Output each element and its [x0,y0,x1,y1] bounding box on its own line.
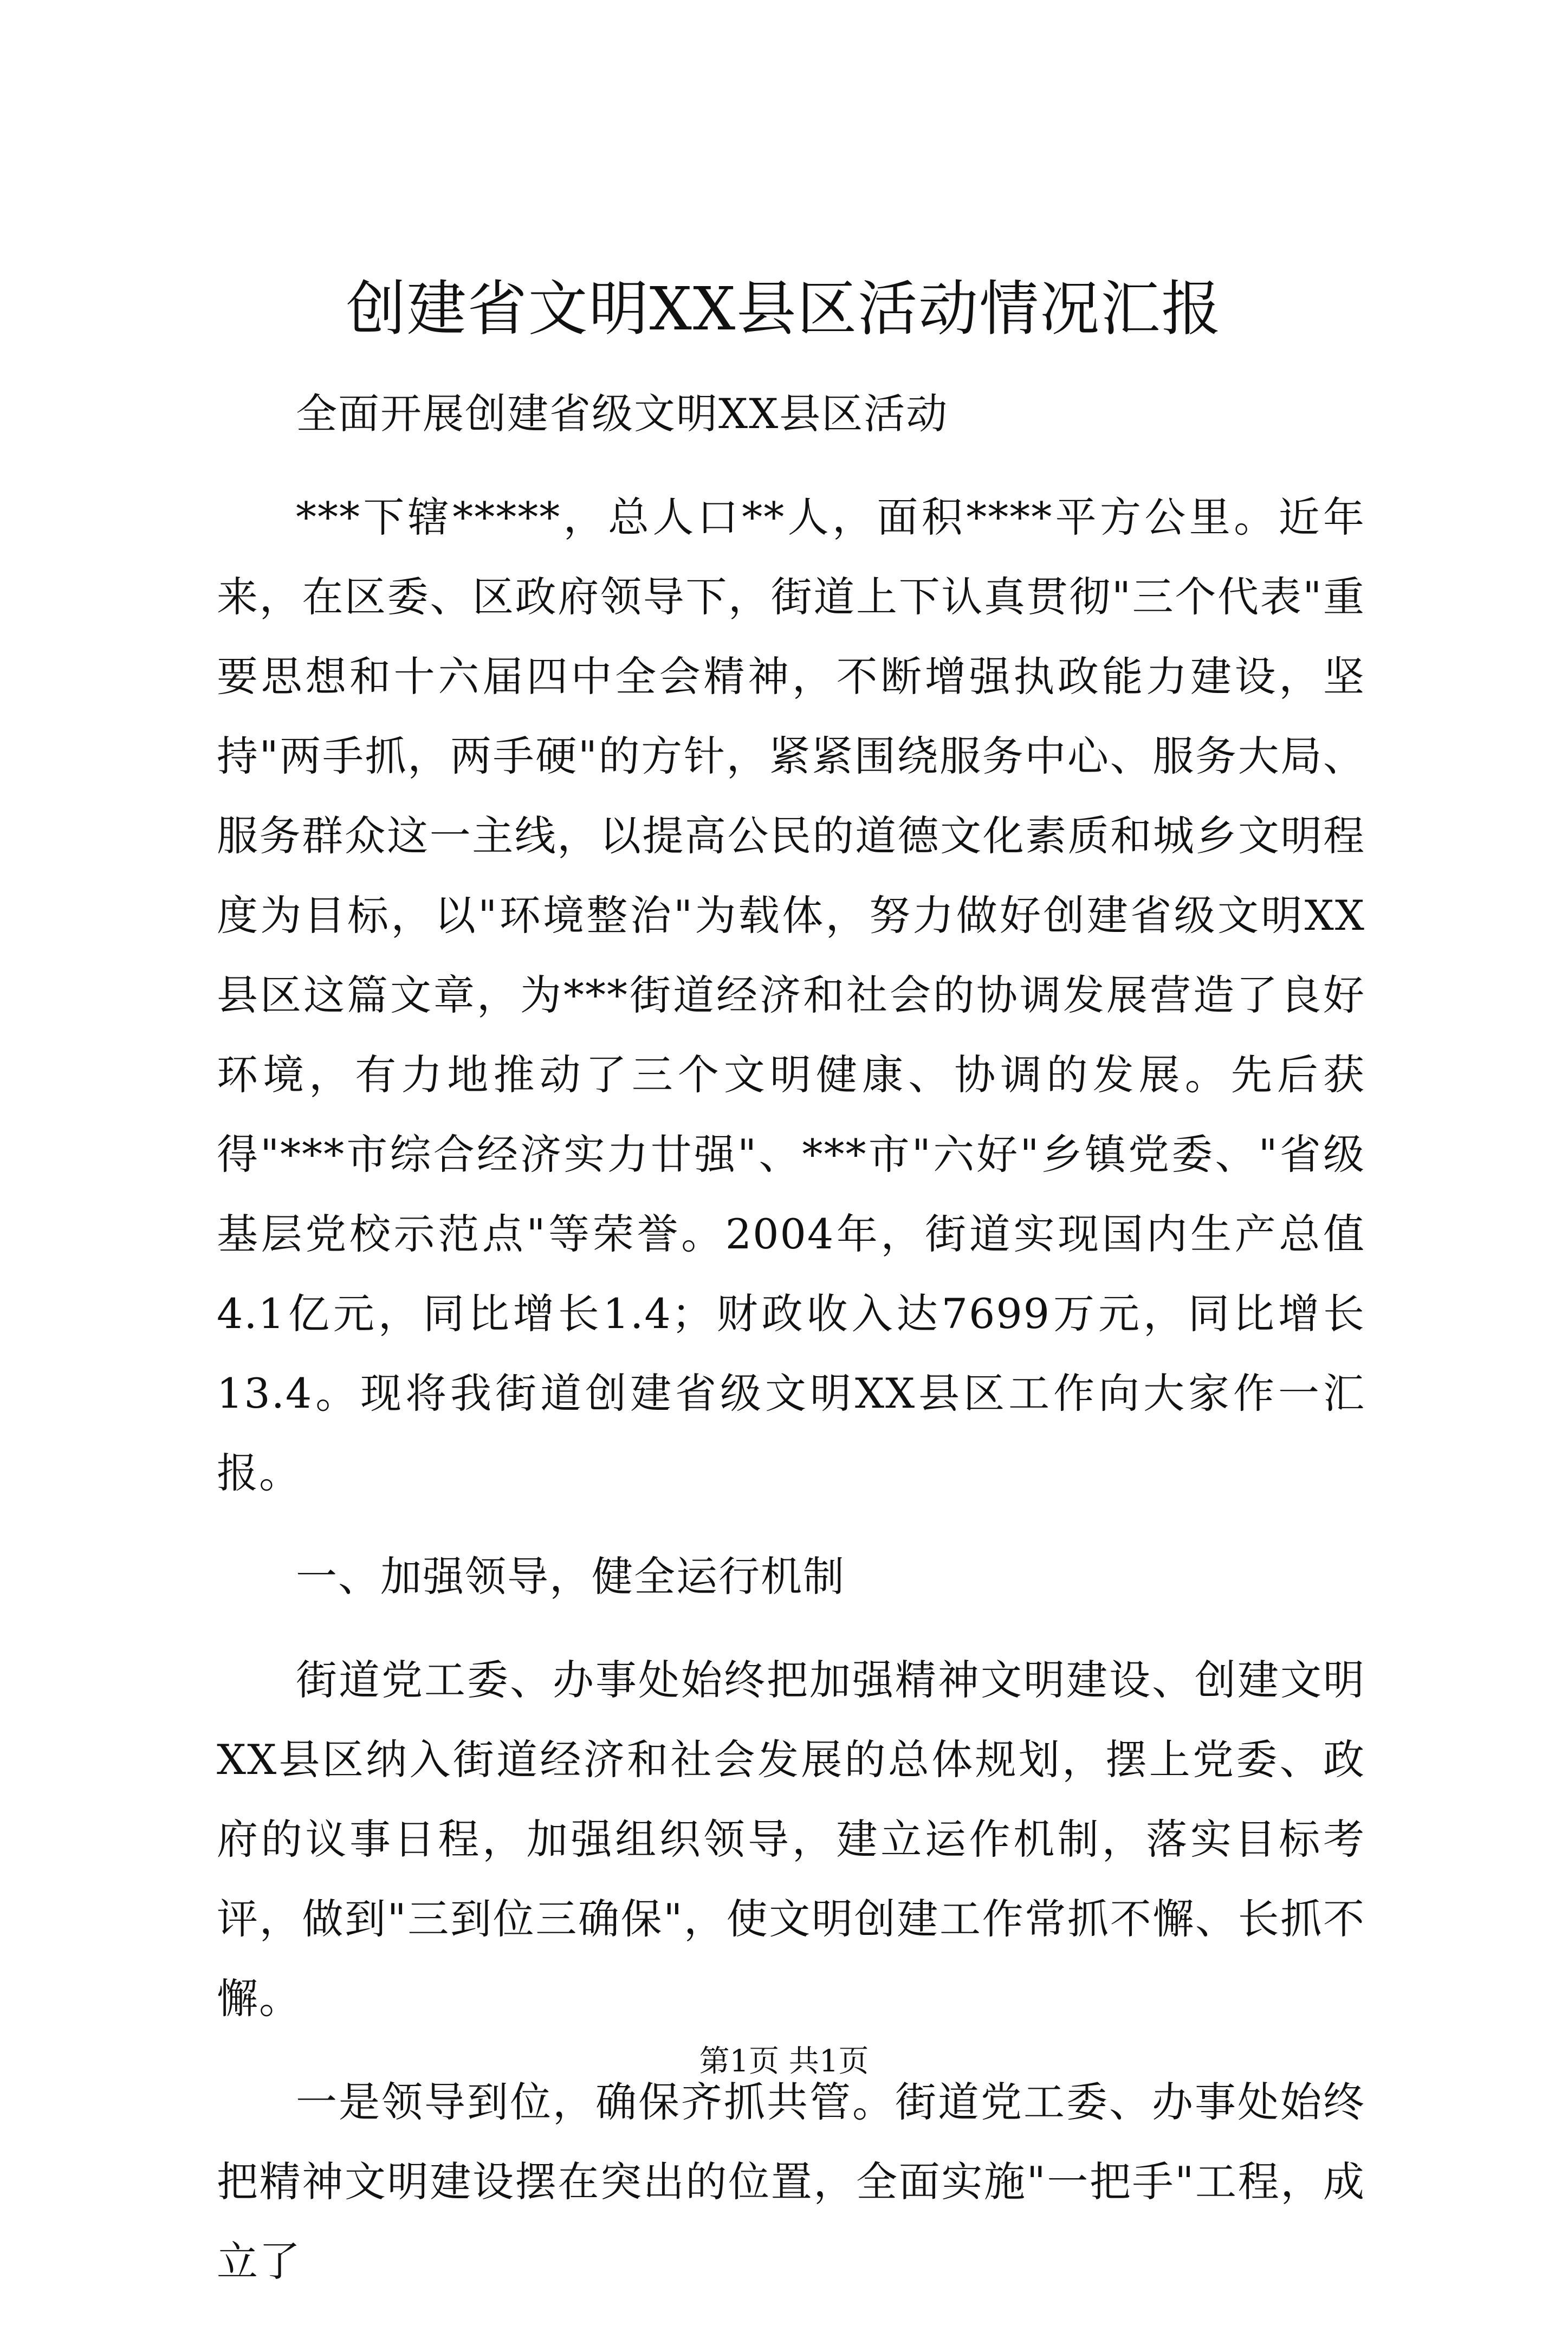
paragraph-overview: ***下辖*****，总人口**人，面积****平方公里。近年来，在区委、区政府领导下，街道上下认真贯彻"三个代表"重要思想和十六届四中全会精神，不断增强执政能力建设，坚持"两手抓，两手硬"的方针，紧紧围绕服务中心、服务大局、服务群众这一主线，以提高公民的道德文化素质和城乡文明程度为目标，以"环境整治"为载体，努力做好创建省级文明XX县区这篇文章，为***街道经济和社会的协调发展营造了良好环境，有力地推动了三个文明健康、协调的发展。先后获得"***市综合经济实力廿强"、***市"六好"乡镇党委、"省级基层党校示范点"等荣誉。2004年，街道实现国内生产总值4.1亿元，同比增长1.4；财政收入达7699万元，同比增长13.4。现将我街道创建省级文明XX县区工作向大家作一汇报。 [217,493,1365,1497]
document-title: 创建省文明XX县区活动情况汇报 [346,274,1222,344]
paragraph-point-one: 一是领导到位，确保齐抓共管。街道党工委、办事处始终把精神文明建设摆在突出的位置，全面实施"一把手"工程，成立了 [217,2078,1365,2285]
page-footer: 第1页 共1页 [699,2044,869,2079]
section-heading: 一、加强领导，健全运行机制 [296,1552,845,1601]
paragraph-subtitle: 全面开展创建省级文明XX县区活动 [296,390,949,438]
paragraph-leadership: 街道党工委、办事处始终把加强精神文明建设、创建文明XX县区纳入街道经济和社会发展的总体规划，摆上党委、政府的议事日程，加强组织领导，建立运作机制，落实目标考评，做到"三到位三确保"，使文明创建工作常抓不懈、长抓不懈。 [217,1656,1365,2023]
document-body [217,374,1365,2325]
